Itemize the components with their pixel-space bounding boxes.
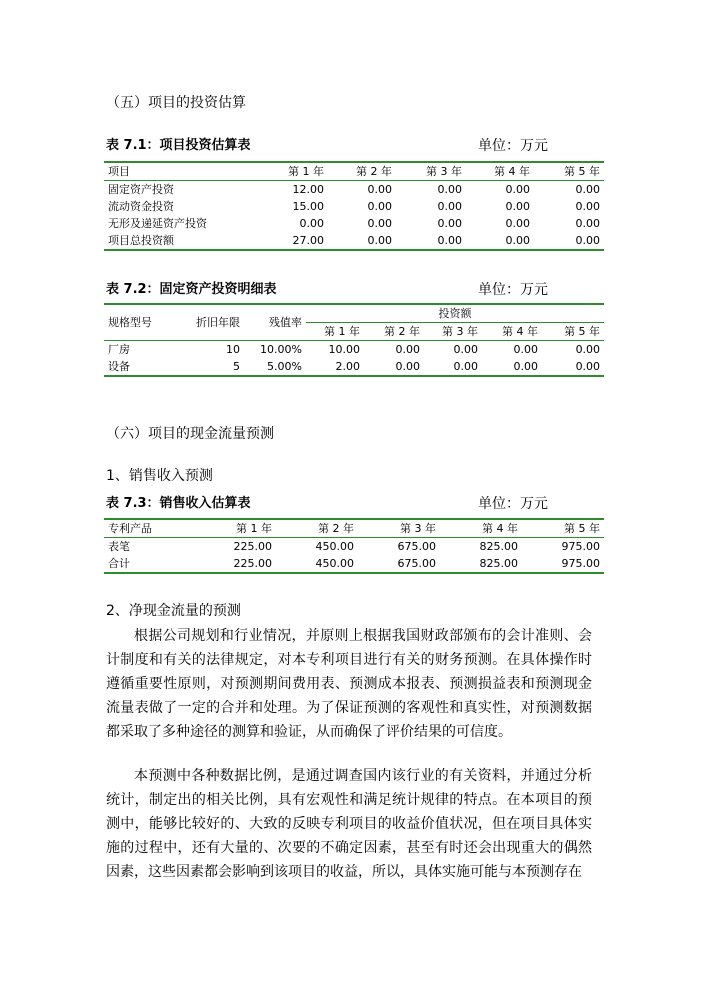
header-cell: 第 4 年 <box>482 522 518 535</box>
table-cell: 流动资金投资 <box>108 200 174 213</box>
table-header-row <box>104 162 604 181</box>
table-cell: 12.00 <box>292 183 324 196</box>
header-cell: 第 3 年 <box>442 325 478 338</box>
header-cell: 折旧年限 <box>176 304 244 341</box>
table-cell: 0.00 <box>575 234 600 247</box>
table-cell: 675.00 <box>397 540 436 553</box>
table-header-row <box>104 304 604 323</box>
table-cell: 975.00 <box>561 540 600 553</box>
table-cell: 0.00 <box>299 217 324 230</box>
section-6-heading: （六）项目的现金流量预测 <box>106 426 274 442</box>
header-cell: 项目 <box>108 165 130 178</box>
body-paragraph-2: 本预测中各种数据比例，是通过调查国内该行业的有关资料，并通过分析统计，制定出的相关比例，具有宏观性和满足统计规律的特点。在本项目的预测中，能够比较好的、大致的反映专利项目的收益价值状况，但在项目具体实施的过程中，还有大量的、次要的不确定因素，甚至有时还会出现重大的偶然因素，这些因素都会影响到该项目的收益，所以，具体实施可能与本预测存在 <box>106 768 592 880</box>
table-cell: 无形及递延资产投资 <box>108 217 207 230</box>
table-cell: 5.00% <box>267 360 302 373</box>
table-cell: 0.00 <box>437 217 462 230</box>
header-cell: 残值率 <box>244 304 306 341</box>
table-cell: 0.00 <box>505 217 530 230</box>
header-cell: 第 3 年 <box>400 522 436 535</box>
table-cell: 0.00 <box>505 234 530 247</box>
table-cell: 27.00 <box>292 234 324 247</box>
header-cell: 第 2 年 <box>356 165 392 178</box>
table-7-2-unit: 单位：万元 <box>478 282 548 298</box>
table-7-3 <box>104 518 604 574</box>
table-cell: 2.00 <box>335 360 360 373</box>
table-7-3-caption: 表 7.3：销售收入估算表 <box>106 496 251 511</box>
table-cell: 450.00 <box>315 557 354 570</box>
table-cell: 0.00 <box>367 217 392 230</box>
table-row <box>104 215 604 232</box>
table-cell: 0.00 <box>437 234 462 247</box>
table-7-3-unit: 单位：万元 <box>478 496 548 512</box>
investment-group-header: 投资额 <box>306 304 604 323</box>
header-cell: 第 5 年 <box>564 165 600 178</box>
body-paragraph-1: 根据公司规划和行业情况，并原则上根据我国财政部颁布的会计准则、会计制度和有关的法律规定，对本专利项目进行有关的财务预测。在具体操作时遵循重要性原则，对预测期间费用表、预测成本报表、预测损益表和预测现金流量表做了一定的合并和处理。为了保证预测的客观性和真实性，对预测数据都采取了多种途径的测算和验证，从而确保了评价结果的可信度。 <box>106 628 592 740</box>
header-cell: 第 1 年 <box>236 522 272 535</box>
section-5-heading: （五）项目的投资估算 <box>106 95 246 111</box>
table-cell: 0.00 <box>437 200 462 213</box>
table-7-1-caption: 表 7.1：项目投资估算表 <box>106 138 251 153</box>
table-cell: 15.00 <box>292 200 324 213</box>
table-cell: 厂房 <box>108 343 130 356</box>
subsection-1-heading: 1、销售收入预测 <box>106 468 213 484</box>
table-cell: 675.00 <box>397 557 436 570</box>
table-row <box>104 181 604 199</box>
table-7-2 <box>104 303 604 377</box>
table-cell: 10.00 <box>328 343 360 356</box>
subsection-2-heading: 2、净现金流量的预测 <box>106 603 241 619</box>
header-cell: 第 3 年 <box>426 165 462 178</box>
table-cell: 825.00 <box>479 540 518 553</box>
table-cell: 0.00 <box>575 343 601 356</box>
table-7-2-caption: 表 7.2：固定资产投资明细表 <box>106 282 277 297</box>
table-cell: 0.00 <box>575 183 600 196</box>
header-cell: 专利产品 <box>108 522 152 535</box>
header-cell: 第 4 年 <box>502 325 538 338</box>
table-cell: 450.00 <box>315 540 354 553</box>
header-cell: 第 2 年 <box>384 325 420 338</box>
table-header-row <box>104 519 604 538</box>
table-cell: 0.00 <box>453 343 478 356</box>
table-cell: 0.00 <box>453 360 478 373</box>
table-cell: 225.00 <box>233 557 272 570</box>
table-cell: 0.00 <box>513 343 538 356</box>
table-row <box>104 358 604 376</box>
table-cell: 0.00 <box>513 360 538 373</box>
table-cell: 0.00 <box>395 360 420 373</box>
table-cell: 10.00% <box>260 343 302 356</box>
header-cell: 第 5 年 <box>564 325 601 338</box>
table-cell: 0.00 <box>575 217 600 230</box>
header-cell: 第 1 年 <box>324 325 360 338</box>
header-cell: 第 2 年 <box>318 522 354 535</box>
table-cell: 0.00 <box>367 234 392 247</box>
table-row <box>104 198 604 215</box>
table-row <box>104 341 604 359</box>
table-cell: 0.00 <box>395 343 420 356</box>
table-cell: 0.00 <box>367 183 392 196</box>
table-row <box>104 555 604 573</box>
table-7-1 <box>104 161 604 251</box>
table-cell: 0.00 <box>575 360 601 373</box>
table-cell: 0.00 <box>367 200 392 213</box>
table-cell: 0.00 <box>505 200 530 213</box>
table-cell: 设备 <box>108 360 130 373</box>
table-cell: 固定资产投资 <box>108 183 174 196</box>
table-cell: 10 <box>226 343 240 356</box>
table-cell: 0.00 <box>575 200 600 213</box>
table-row <box>104 232 604 250</box>
table-row <box>104 538 604 556</box>
table-cell: 0.00 <box>505 183 530 196</box>
table-cell: 825.00 <box>479 557 518 570</box>
table-cell: 225.00 <box>233 540 272 553</box>
header-cell: 规格型号 <box>104 304 176 341</box>
table-cell: 项目总投资额 <box>108 234 174 247</box>
table-cell: 合计 <box>108 557 130 570</box>
table-cell: 表笔 <box>108 540 130 553</box>
table-7-1-unit: 单位：万元 <box>478 138 548 154</box>
table-cell: 975.00 <box>561 557 600 570</box>
table-cell: 5 <box>233 360 240 373</box>
table-cell: 0.00 <box>437 183 462 196</box>
header-cell: 第 5 年 <box>564 522 600 535</box>
header-cell: 第 4 年 <box>494 165 530 178</box>
header-cell: 第 1 年 <box>288 165 324 178</box>
